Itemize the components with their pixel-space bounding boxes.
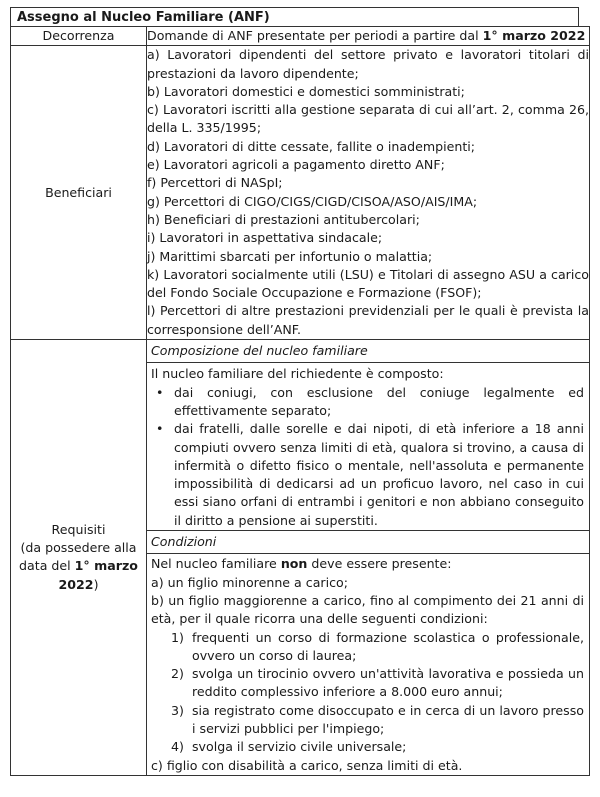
list-item: d) Lavoratori di ditte cessate, fallite o inadempienti; — [147, 138, 475, 154]
list-item: c) figlio con disabilità a carico, senza limiti di età. — [151, 757, 463, 773]
sub-list-item: 1) frequenti un corso di formazione scolastica o professionale, ovvero un corso di laurea; — [171, 629, 584, 663]
list-item: a) Lavoratori dipendenti del settore privato e lavoratori titolari di prestazioni da lavoro dipendente; — [147, 47, 589, 81]
list-item: i) Lavoratori in aspettativa sindacale; — [147, 230, 383, 246]
label-requisiti: Requisiti (da possedere alla data del 1° marzo 2022) — [11, 340, 147, 776]
list-item: f) Percettori di NASpI; — [147, 175, 283, 191]
label-beneficiari: Beneficiari — [11, 46, 147, 340]
composizione-heading: Composizione del nucleo familiare — [147, 340, 589, 363]
list-item: • dai fratelli, dalle sorelle e dai nipoti, di età inferiore a 18 anni compiuti ovvero senza limiti di età, qualora si trovino, a causa di infermità o difetto fisico o mentale, nell'assoluta e permanente impossibilità di dedicarsi ad un proficuo lavoro, nel caso in cui essi siano orfani di entrambi i genitori e non abbiano conseguito il diritto a pensione ai superstiti. — [156, 421, 584, 528]
sub-list-item: 3) sia registrato come disoccupato e in cerca di un lavoro presso i servizi pubblici per l'impiego; — [171, 702, 584, 736]
list-item: g) Percettori di CIGO/CIGS/CIGD/CISOA/ASO/AIS/IMA; — [147, 193, 478, 209]
row-beneficiari — [11, 46, 590, 340]
list-item: a) un figlio minorenne a carico; — [151, 574, 348, 590]
list-item: b) un figlio maggiorenne a carico, fino al compimento dei 21 anni di età, per il quale ricorra una delle seguenti condizioni: — [151, 592, 584, 627]
list-item: j) Marittimi sbarcati per infortunio o malattia; — [147, 248, 433, 264]
anf-table — [10, 26, 590, 776]
label-decorrenza: Decorrenza — [11, 27, 147, 46]
composizione-intro: Il nucleo familiare del richiedente è composto: — [151, 366, 444, 382]
anf-document — [10, 7, 590, 776]
list-item: l) Percettori di altre prestazioni previdenziali per le quali è prevista la corresponsione dell’ANF. — [147, 303, 589, 337]
sub-list-item: 4) svolga il servizio civile universale; — [171, 739, 407, 755]
row-decorrenza — [11, 27, 590, 46]
condizioni-body — [147, 554, 589, 775]
list-item: b) Lavoratori domestici e domestici somministrati; — [147, 83, 465, 99]
table-title: Assegno al Nucleo Familiare (ANF) — [10, 7, 579, 26]
condizioni-heading: Condizioni — [147, 531, 589, 554]
composizione-body — [147, 363, 589, 531]
condizioni-intro: Nel nucleo familiare non deve essere presente: — [151, 556, 452, 572]
bullet-icon: • — [156, 421, 164, 437]
value-decorrenza: Domande di ANF presentate per periodi a partire dal 1° marzo 2022 — [147, 27, 590, 46]
list-item: c) Lavoratori iscritti alla gestione separata di cui all’art. 2, comma 26, della L. 335/1995; — [147, 102, 589, 136]
row-requisiti — [11, 340, 590, 776]
list-item: k) Lavoratori socialmente utili (LSU) e Titolari di assegno ASU a carico del Fondo Sociale Occupazione e Formazione (FSOF); — [147, 266, 589, 301]
decorrenza-date: 1° marzo 2022 — [482, 28, 586, 43]
bullet-icon: • — [156, 384, 164, 400]
beneficiari-list — [147, 46, 590, 340]
requisiti-content — [147, 340, 590, 776]
sub-list-item: 2) svolga un tirocinio ovvero un'attività lavorativa e possieda un reddito complessivo inferiore a 8.000 euro annui; — [171, 666, 584, 700]
list-item: e) Lavoratori agricoli a pagamento diretto ANF; — [147, 157, 445, 173]
list-item: • dai coniugi, con esclusione del coniuge legalmente ed effettivamente separato; — [156, 384, 584, 418]
list-item: h) Beneficiari di prestazioni antitubercolari; — [147, 211, 420, 227]
